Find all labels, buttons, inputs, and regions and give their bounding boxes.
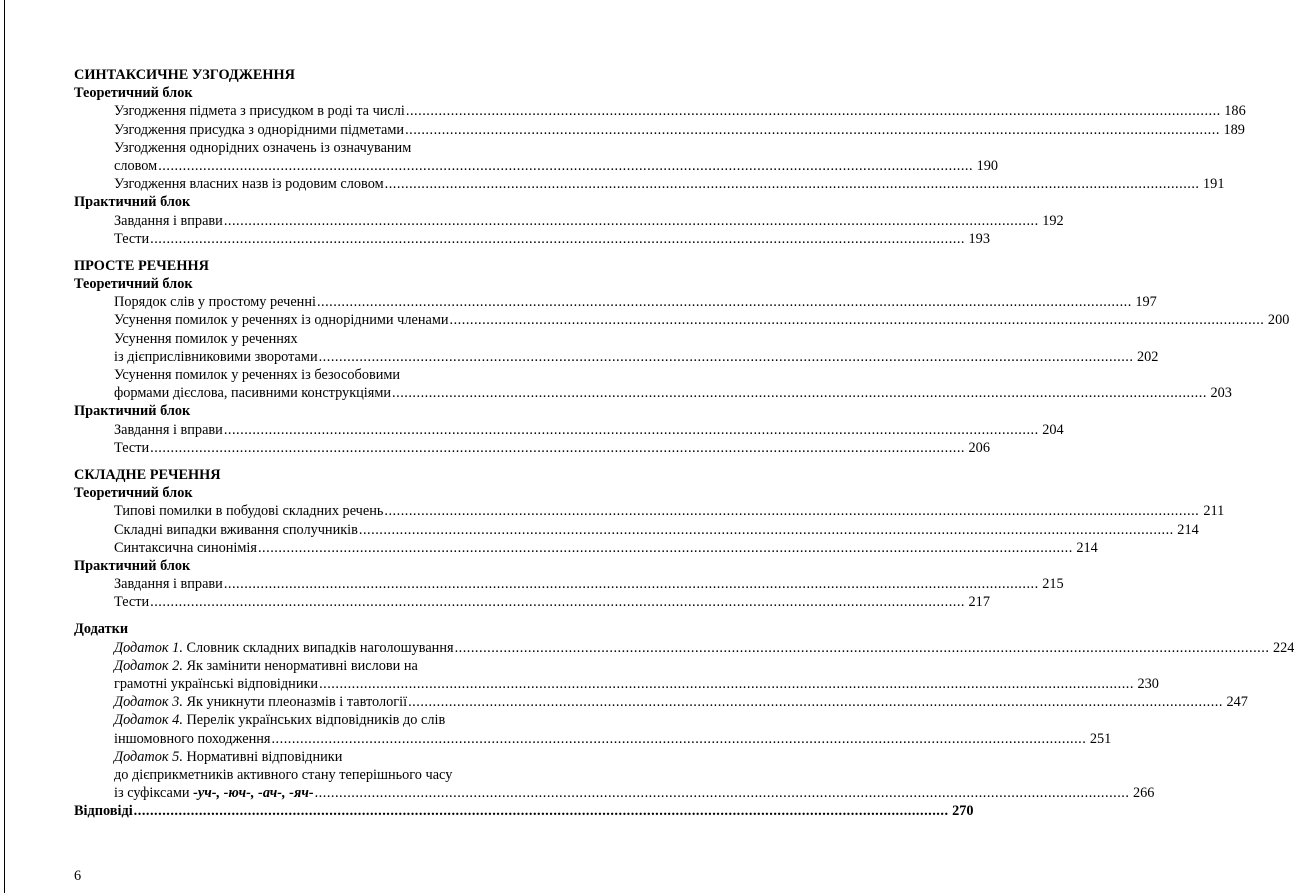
answers-title: Відповіді — [74, 803, 133, 820]
appendix-entry[interactable] — [114, 693, 1248, 711]
toc-entry[interactable] — [114, 366, 1232, 402]
toc-section-syntactic-agreement — [74, 66, 1246, 248]
entry-page: 211 — [1203, 503, 1225, 520]
entry-page: 214 — [1177, 521, 1199, 538]
entry-title-second-line: до дієприкметників активного стану теперішнього часу — [114, 766, 453, 783]
section-title: СКЛАДНЕ РЕЧЕННЯ — [74, 466, 221, 483]
entry-page: 251 — [1089, 730, 1112, 747]
entry-title: формами дієслова, пасивними конструкціями — [114, 385, 392, 402]
appendix-entry[interactable] — [114, 657, 1159, 693]
entry-title: словом — [114, 157, 158, 174]
entry-title: Усунення помилок у реченнях із однорідними членами — [114, 312, 449, 329]
appendix-label: Додаток 4. — [114, 712, 183, 729]
toc-entry[interactable] — [114, 502, 1225, 520]
dot-leader: ........................................................................................................................................................................................................ — [392, 385, 1207, 402]
entry-title-first-line: Нормативні відповідники — [182, 748, 343, 765]
answers-page: 270 — [952, 803, 974, 820]
dot-leader: ........................................................................................................................................................................................................ — [150, 439, 965, 456]
entry-title-first-line: Як замінити ненормативні вислови на — [182, 657, 418, 674]
entry-page: 214 — [1076, 539, 1098, 556]
entry-page: 192 — [1042, 212, 1064, 229]
dot-leader: ........................................................................................................................................................................................................ — [314, 785, 1130, 802]
dot-leader: ........................................................................................................................................................................................................ — [223, 212, 1039, 229]
entry-title-first-line: Перелік українських відповідників до слів — [182, 712, 446, 729]
entry-page: 190 — [976, 157, 999, 174]
entry-page: 224 — [1272, 639, 1294, 656]
entry-page: 186 — [1224, 103, 1246, 120]
entry-title: Порядок слів у простому реченні — [114, 294, 316, 311]
toc-entry[interactable] — [114, 311, 1290, 329]
appendix-label: Додаток 1. — [114, 639, 183, 656]
entry-title: Узгодження присудка з однорідними підметами — [114, 121, 405, 138]
entry-title: Тести — [114, 230, 150, 247]
entry-page: 191 — [1203, 176, 1225, 193]
entry-title: Узгодження власних назв із родовим словом — [114, 176, 384, 193]
entry-page: 189 — [1223, 121, 1245, 138]
toc-entry[interactable] — [114, 439, 990, 457]
appendix-entry[interactable] — [114, 748, 1155, 803]
entry-title: грамотні українські відповідники — [114, 676, 319, 692]
entry-page: 266 — [1132, 785, 1155, 802]
table-of-contents — [74, 66, 1294, 821]
theory-block-title: Теоретичний блок — [74, 485, 193, 502]
entry-title: Тести — [114, 594, 150, 611]
toc-entry[interactable] — [114, 539, 1098, 557]
toc-entry[interactable] — [114, 293, 1157, 311]
toc-entry[interactable] — [114, 139, 999, 175]
toc-section-simple-sentence — [74, 257, 1290, 457]
toc-entry[interactable] — [114, 330, 1159, 366]
entry-title: Узгодження підмета з присудком в роді та числі — [114, 103, 405, 120]
dot-leader: ........................................................................................................................................................................................................ — [408, 694, 1223, 711]
appendix-label: Додаток 3. — [114, 694, 183, 711]
toc-entry[interactable] — [114, 421, 1064, 439]
toc-entry[interactable] — [114, 212, 1064, 230]
dot-leader: ........................................................................................................................................................................................................ — [318, 348, 1134, 365]
toc-entry[interactable] — [114, 121, 1245, 139]
dot-leader: ........................................................................................................................................................................................................ — [223, 576, 1039, 593]
appendix-entry[interactable] — [114, 639, 1294, 657]
practice-block-title: Практичний блок — [74, 194, 191, 211]
entry-page: 204 — [1042, 421, 1064, 438]
appendix-label: Додаток 2. — [114, 657, 183, 674]
dot-leader: ........................................................................................................................................................................................................ — [223, 421, 1039, 438]
entry-page: 203 — [1210, 385, 1232, 402]
dot-leader: ........................................................................................................................................................................................................ — [405, 103, 1221, 120]
page-edge-line — [4, 0, 5, 893]
entry-title-first-line: Усунення помилок у реченнях — [114, 330, 298, 347]
entry-page: 215 — [1042, 576, 1064, 593]
entry-title: Завдання і вправи — [114, 212, 223, 229]
dot-leader: ........................................................................................................................................................................................................ — [454, 639, 1270, 656]
entry-title: Складні випадки вживання сполучників — [114, 521, 358, 538]
answers-entry[interactable] — [74, 802, 974, 820]
entry-title-first-line: Узгодження однорідних означень із означуваним — [114, 139, 412, 156]
toc-section-complex-sentence — [74, 466, 1225, 612]
entry-page: 197 — [1135, 294, 1157, 311]
entry-title: іншомовного походження — [114, 730, 271, 747]
toc-entry[interactable] — [114, 175, 1225, 193]
entry-page: 202 — [1137, 348, 1159, 365]
entry-page: 247 — [1226, 694, 1248, 711]
dot-leader: ........................................................................................................................................................................................................ — [150, 230, 965, 247]
dot-leader: ........................................................................................................................................................................................................ — [384, 176, 1200, 193]
dot-leader: ........................................................................................................................................................................................................ — [271, 730, 1087, 747]
suffix-list: -уч-, -юч-, -ач-, -яч- — [193, 785, 314, 802]
toc-section-appendices — [74, 620, 1294, 820]
toc-entry[interactable] — [114, 593, 990, 611]
dot-leader: ........................................................................................................................................................................................................ — [150, 594, 965, 611]
toc-entry[interactable] — [114, 230, 990, 248]
dot-leader: ........................................................................................................................................................................................................ — [449, 312, 1265, 329]
practice-block-title: Практичний блок — [74, 557, 191, 574]
entry-page: 230 — [1137, 676, 1159, 692]
entry-page: 193 — [968, 230, 990, 247]
dot-leader: ........................................................................................................................................................................................................ — [358, 521, 1174, 538]
entry-title: Завдання і вправи — [114, 421, 223, 438]
practice-block-title: Практичний блок — [74, 403, 191, 420]
section-title: СИНТАКСИЧНЕ УЗГОДЖЕННЯ — [74, 67, 295, 83]
theory-block-title: Теоретичний блок — [74, 85, 193, 102]
toc-entry[interactable] — [114, 575, 1064, 593]
toc-entry[interactable] — [114, 102, 1246, 120]
dot-leader: ........................................................................................................................................................................................................ — [257, 539, 1073, 556]
appendices-title: Додатки — [74, 621, 129, 638]
dot-leader: ........................................................................................................................................................................................................ — [158, 157, 974, 174]
entry-title: із суфіксами — [114, 785, 194, 802]
entry-title: Словник складних випадків наголошування — [182, 639, 454, 656]
entry-title: Типові помилки в побудові складних речень — [114, 503, 384, 520]
appendix-label: Додаток 5. — [114, 748, 183, 765]
dot-leader: ........................................................................................................................................................................................................ — [133, 803, 949, 820]
dot-leader: ........................................................................................................................................................................................................ — [384, 503, 1200, 520]
entry-title: Тести — [114, 439, 150, 456]
page-number: 6 — [74, 868, 82, 884]
appendix-entry[interactable] — [114, 711, 1112, 747]
entry-page: 200 — [1267, 312, 1290, 329]
section-title: ПРОСТЕ РЕЧЕННЯ — [74, 257, 209, 274]
dot-leader: ........................................................................................................................................................................................................ — [405, 121, 1220, 138]
entry-title-first-line: Усунення помилок у реченнях із безособовими — [114, 367, 401, 383]
entry-title: із дієприслівниковими зворотами — [114, 348, 318, 365]
entry-title: Завдання і вправи — [114, 576, 223, 593]
entry-title: Як уникнути плеоназмів і тавтології — [182, 694, 408, 711]
toc-entry[interactable] — [114, 521, 1199, 539]
entry-page: 206 — [968, 439, 990, 456]
dot-leader: ........................................................................................................................................................................................................ — [319, 676, 1134, 692]
dot-leader: ........................................................................................................................................................................................................ — [316, 294, 1132, 311]
entry-page: 217 — [968, 594, 990, 611]
theory-block-title: Теоретичний блок — [74, 276, 193, 293]
entry-title: Синтаксична синонімія — [114, 539, 257, 556]
